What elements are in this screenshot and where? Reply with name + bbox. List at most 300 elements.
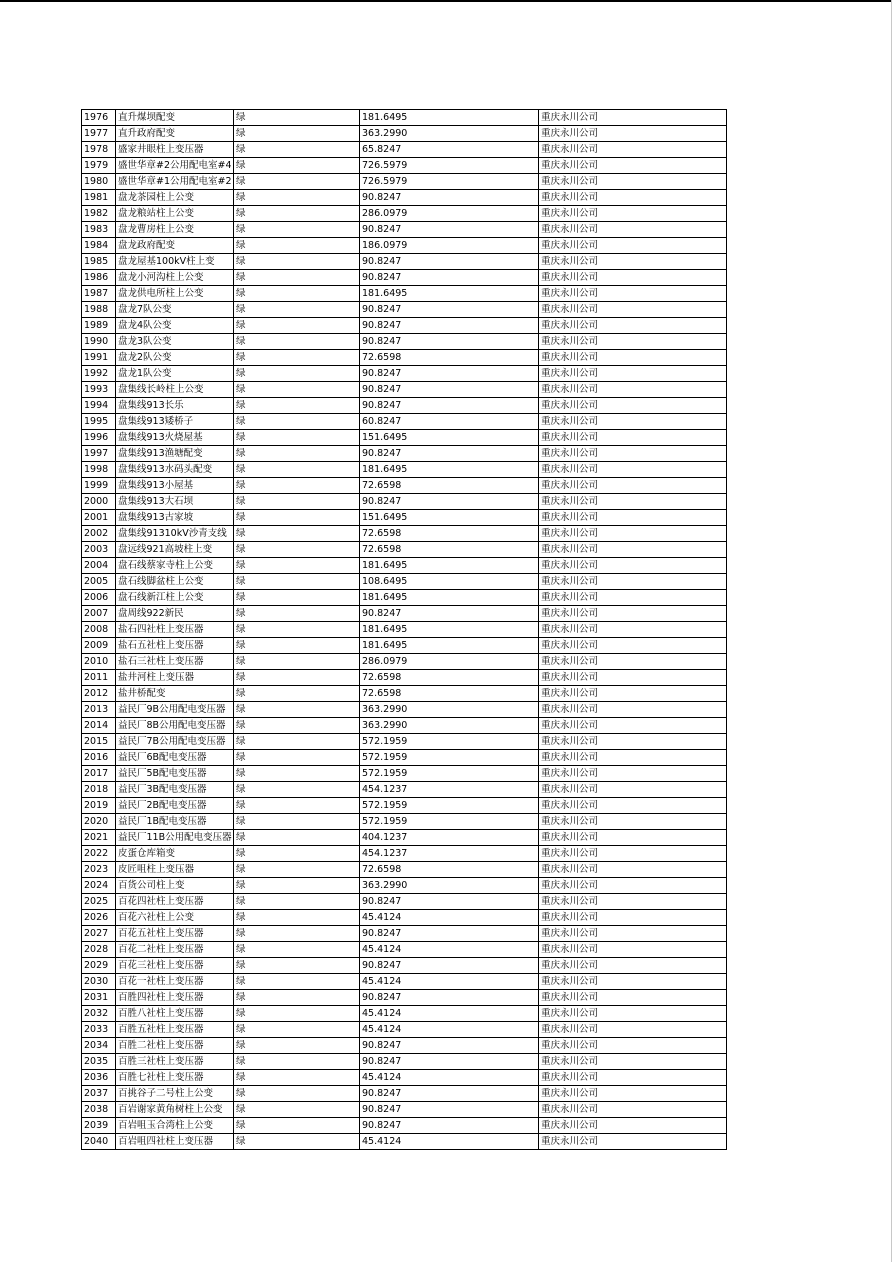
- color-cell: 绿: [234, 110, 360, 126]
- name-cell: 盘龙3队公变: [116, 334, 234, 350]
- company-cell: 重庆永川公司: [539, 494, 727, 510]
- table-row: [82, 782, 727, 798]
- value-cell: 181.6495: [360, 462, 539, 478]
- name-cell: 盘集线91310kV沙青支线: [116, 526, 234, 542]
- color-cell: 绿: [234, 510, 360, 526]
- color-cell: 绿: [234, 542, 360, 558]
- row-id-cell: 1988: [82, 302, 116, 318]
- color-cell: 绿: [234, 446, 360, 462]
- name-cell: 盘集线913小屋基: [116, 478, 234, 494]
- row-id-cell: 1999: [82, 478, 116, 494]
- row-id-cell: 1978: [82, 142, 116, 158]
- company-cell: 重庆永川公司: [539, 1006, 727, 1022]
- company-cell: 重庆永川公司: [539, 622, 727, 638]
- company-cell: 重庆永川公司: [539, 750, 727, 766]
- table-row: [82, 910, 727, 926]
- company-cell: 重庆永川公司: [539, 286, 727, 302]
- row-id-cell: 2029: [82, 958, 116, 974]
- color-cell: 绿: [234, 958, 360, 974]
- company-cell: 重庆永川公司: [539, 1022, 727, 1038]
- color-cell: 绿: [234, 174, 360, 190]
- row-id-cell: 2022: [82, 846, 116, 862]
- company-cell: 重庆永川公司: [539, 1086, 727, 1102]
- value-cell: 90.8247: [360, 1054, 539, 1070]
- table-row: [82, 718, 727, 734]
- company-cell: 重庆永川公司: [539, 126, 727, 142]
- company-cell: 重庆永川公司: [539, 398, 727, 414]
- company-cell: 重庆永川公司: [539, 1102, 727, 1118]
- value-cell: 90.8247: [360, 894, 539, 910]
- name-cell: 百岩咀四社柱上变压器: [116, 1134, 234, 1150]
- table-row: [82, 526, 727, 542]
- company-cell: 重庆永川公司: [539, 366, 727, 382]
- color-cell: 绿: [234, 750, 360, 766]
- company-cell: 重庆永川公司: [539, 558, 727, 574]
- row-id-cell: 1985: [82, 254, 116, 270]
- company-cell: 重庆永川公司: [539, 830, 727, 846]
- name-cell: 盘石线脚盆柱上公变: [116, 574, 234, 590]
- row-id-cell: 1982: [82, 206, 116, 222]
- name-cell: 盘龙屋基100kV柱上变: [116, 254, 234, 270]
- table-row: [82, 1006, 727, 1022]
- table-row: [82, 366, 727, 382]
- company-cell: 重庆永川公司: [539, 942, 727, 958]
- table-row: [82, 238, 727, 254]
- color-cell: 绿: [234, 526, 360, 542]
- value-cell: 45.4124: [360, 1006, 539, 1022]
- row-id-cell: 2038: [82, 1102, 116, 1118]
- color-cell: 绿: [234, 734, 360, 750]
- value-cell: 72.6598: [360, 862, 539, 878]
- value-cell: 72.6598: [360, 686, 539, 702]
- value-cell: 726.5979: [360, 158, 539, 174]
- color-cell: 绿: [234, 478, 360, 494]
- table-row: [82, 1070, 727, 1086]
- table-row: [82, 110, 727, 126]
- table-row: [82, 126, 727, 142]
- row-id-cell: 2031: [82, 990, 116, 1006]
- color-cell: 绿: [234, 782, 360, 798]
- company-cell: 重庆永川公司: [539, 782, 727, 798]
- company-cell: 重庆永川公司: [539, 270, 727, 286]
- company-cell: 重庆永川公司: [539, 718, 727, 734]
- company-cell: 重庆永川公司: [539, 734, 727, 750]
- company-cell: 重庆永川公司: [539, 606, 727, 622]
- company-cell: 重庆永川公司: [539, 926, 727, 942]
- name-cell: 盐井桥配变: [116, 686, 234, 702]
- table-row: [82, 990, 727, 1006]
- color-cell: 绿: [234, 286, 360, 302]
- name-cell: 盘龙1队公变: [116, 366, 234, 382]
- table-row: [82, 958, 727, 974]
- table-row: [82, 494, 727, 510]
- company-cell: 重庆永川公司: [539, 174, 727, 190]
- table-row: [82, 398, 727, 414]
- table-row: [82, 190, 727, 206]
- color-cell: 绿: [234, 206, 360, 222]
- value-cell: 90.8247: [360, 366, 539, 382]
- row-id-cell: 2001: [82, 510, 116, 526]
- company-cell: 重庆永川公司: [539, 798, 727, 814]
- row-id-cell: 1987: [82, 286, 116, 302]
- table-row: [82, 478, 727, 494]
- name-cell: 盘周线922新民: [116, 606, 234, 622]
- company-cell: 重庆永川公司: [539, 910, 727, 926]
- color-cell: 绿: [234, 1086, 360, 1102]
- company-cell: 重庆永川公司: [539, 590, 727, 606]
- color-cell: 绿: [234, 190, 360, 206]
- name-cell: 盐石五社柱上变压器: [116, 638, 234, 654]
- color-cell: 绿: [234, 718, 360, 734]
- row-id-cell: 1977: [82, 126, 116, 142]
- name-cell: 盘石线蔡家寺柱上公变: [116, 558, 234, 574]
- row-id-cell: 2012: [82, 686, 116, 702]
- company-cell: 重庆永川公司: [539, 958, 727, 974]
- color-cell: 绿: [234, 414, 360, 430]
- row-id-cell: 1994: [82, 398, 116, 414]
- company-cell: 重庆永川公司: [539, 542, 727, 558]
- company-cell: 重庆永川公司: [539, 654, 727, 670]
- name-cell: 百花三社柱上变压器: [116, 958, 234, 974]
- table-row: [82, 638, 727, 654]
- row-id-cell: 1996: [82, 430, 116, 446]
- table-row: [82, 942, 727, 958]
- table-row: [82, 846, 727, 862]
- row-id-cell: 2009: [82, 638, 116, 654]
- row-id-cell: 2024: [82, 878, 116, 894]
- company-cell: 重庆永川公司: [539, 574, 727, 590]
- color-cell: 绿: [234, 318, 360, 334]
- row-id-cell: 2014: [82, 718, 116, 734]
- value-cell: 90.8247: [360, 494, 539, 510]
- name-cell: 百花四社柱上变压器: [116, 894, 234, 910]
- row-id-cell: 2017: [82, 766, 116, 782]
- table-row: [82, 286, 727, 302]
- table-row: [82, 350, 727, 366]
- table-row: [82, 334, 727, 350]
- name-cell: 盘龙7队公变: [116, 302, 234, 318]
- color-cell: 绿: [234, 1054, 360, 1070]
- row-id-cell: 1976: [82, 110, 116, 126]
- name-cell: 盘龙供电所柱上公变: [116, 286, 234, 302]
- color-cell: 绿: [234, 430, 360, 446]
- color-cell: 绿: [234, 622, 360, 638]
- row-id-cell: 2023: [82, 862, 116, 878]
- name-cell: 百花一社柱上变压器: [116, 974, 234, 990]
- table-row: [82, 302, 727, 318]
- table-row: [82, 654, 727, 670]
- name-cell: 盛家井眼柱上变压器: [116, 142, 234, 158]
- company-cell: 重庆永川公司: [539, 814, 727, 830]
- name-cell: 盘集线913长乐: [116, 398, 234, 414]
- name-cell: 百岩咀玉合湾柱上公变: [116, 1118, 234, 1134]
- table-row: [82, 1118, 727, 1134]
- name-cell: 盐井河柱上变压器: [116, 670, 234, 686]
- row-id-cell: 2025: [82, 894, 116, 910]
- table-row: [82, 974, 727, 990]
- company-cell: 重庆永川公司: [539, 318, 727, 334]
- company-cell: 重庆永川公司: [539, 142, 727, 158]
- name-cell: 百胜三社柱上变压器: [116, 1054, 234, 1070]
- name-cell: 益民厂1B配电变压器: [116, 814, 234, 830]
- value-cell: 572.1959: [360, 734, 539, 750]
- company-cell: 重庆永川公司: [539, 878, 727, 894]
- company-cell: 重庆永川公司: [539, 862, 727, 878]
- company-cell: 重庆永川公司: [539, 1038, 727, 1054]
- value-cell: 151.6495: [360, 430, 539, 446]
- value-cell: 286.0979: [360, 206, 539, 222]
- table-row: [82, 462, 727, 478]
- value-cell: 572.1959: [360, 798, 539, 814]
- company-cell: 重庆永川公司: [539, 990, 727, 1006]
- name-cell: 盐石三社柱上变压器: [116, 654, 234, 670]
- table-row: [82, 574, 727, 590]
- value-cell: 90.8247: [360, 318, 539, 334]
- color-cell: 绿: [234, 142, 360, 158]
- name-cell: 盐石四社柱上变压器: [116, 622, 234, 638]
- table-row: [82, 686, 727, 702]
- value-cell: 572.1959: [360, 750, 539, 766]
- color-cell: 绿: [234, 654, 360, 670]
- name-cell: 百岩谢家黄角树柱上公变: [116, 1102, 234, 1118]
- name-cell: 盘集线913大石坝: [116, 494, 234, 510]
- name-cell: 盘龙4队公变: [116, 318, 234, 334]
- name-cell: 益民厂2B配电变压器: [116, 798, 234, 814]
- color-cell: 绿: [234, 894, 360, 910]
- value-cell: 90.8247: [360, 958, 539, 974]
- name-cell: 百挑谷子二号柱上公变: [116, 1086, 234, 1102]
- name-cell: 皮蛋仓库箱变: [116, 846, 234, 862]
- name-cell: 盛世华章#2公用配电室#4: [116, 158, 234, 174]
- table-row: [82, 1054, 727, 1070]
- row-id-cell: 2019: [82, 798, 116, 814]
- value-cell: 286.0979: [360, 654, 539, 670]
- name-cell: 盘龙曹房柱上公变: [116, 222, 234, 238]
- color-cell: 绿: [234, 606, 360, 622]
- row-id-cell: 2006: [82, 590, 116, 606]
- color-cell: 绿: [234, 1118, 360, 1134]
- value-cell: 363.2990: [360, 126, 539, 142]
- name-cell: 百胜八社柱上变压器: [116, 1006, 234, 1022]
- company-cell: 重庆永川公司: [539, 846, 727, 862]
- table-row: [82, 1086, 727, 1102]
- name-cell: 益民厂11B公用配电变压器: [116, 830, 234, 846]
- color-cell: 绿: [234, 1006, 360, 1022]
- row-id-cell: 1993: [82, 382, 116, 398]
- company-cell: 重庆永川公司: [539, 1118, 727, 1134]
- table-row: [82, 382, 727, 398]
- row-id-cell: 2034: [82, 1038, 116, 1054]
- color-cell: 绿: [234, 1022, 360, 1038]
- value-cell: 108.6495: [360, 574, 539, 590]
- row-id-cell: 1990: [82, 334, 116, 350]
- table-row: [82, 558, 727, 574]
- value-cell: 454.1237: [360, 782, 539, 798]
- name-cell: 百胜四社柱上变压器: [116, 990, 234, 1006]
- row-id-cell: 1984: [82, 238, 116, 254]
- name-cell: 百胜二社柱上变压器: [116, 1038, 234, 1054]
- row-id-cell: 2020: [82, 814, 116, 830]
- row-id-cell: 1986: [82, 270, 116, 286]
- table-row: [82, 510, 727, 526]
- value-cell: 90.8247: [360, 1086, 539, 1102]
- row-id-cell: 2040: [82, 1134, 116, 1150]
- row-id-cell: 2013: [82, 702, 116, 718]
- name-cell: 盘龙粮站柱上公变: [116, 206, 234, 222]
- value-cell: 363.2990: [360, 702, 539, 718]
- row-id-cell: 1989: [82, 318, 116, 334]
- value-cell: 90.8247: [360, 270, 539, 286]
- color-cell: 绿: [234, 222, 360, 238]
- company-cell: 重庆永川公司: [539, 446, 727, 462]
- value-cell: 90.8247: [360, 1038, 539, 1054]
- row-id-cell: 1998: [82, 462, 116, 478]
- value-cell: 90.8247: [360, 382, 539, 398]
- company-cell: 重庆永川公司: [539, 1054, 727, 1070]
- name-cell: 百花六社柱上公变: [116, 910, 234, 926]
- name-cell: 盘龙2队公变: [116, 350, 234, 366]
- company-cell: 重庆永川公司: [539, 686, 727, 702]
- table-row: [82, 606, 727, 622]
- color-cell: 绿: [234, 814, 360, 830]
- row-id-cell: 2039: [82, 1118, 116, 1134]
- company-cell: 重庆永川公司: [539, 334, 727, 350]
- row-id-cell: 2004: [82, 558, 116, 574]
- color-cell: 绿: [234, 238, 360, 254]
- row-id-cell: 2033: [82, 1022, 116, 1038]
- table-row: [82, 142, 727, 158]
- name-cell: 盘集线913水码头配变: [116, 462, 234, 478]
- name-cell: 百胜五社柱上变压器: [116, 1022, 234, 1038]
- color-cell: 绿: [234, 126, 360, 142]
- value-cell: 72.6598: [360, 526, 539, 542]
- color-cell: 绿: [234, 302, 360, 318]
- color-cell: 绿: [234, 862, 360, 878]
- value-cell: 151.6495: [360, 510, 539, 526]
- row-id-cell: 2010: [82, 654, 116, 670]
- color-cell: 绿: [234, 1038, 360, 1054]
- value-cell: 72.6598: [360, 350, 539, 366]
- color-cell: 绿: [234, 910, 360, 926]
- value-cell: 90.8247: [360, 254, 539, 270]
- table-row: [82, 750, 727, 766]
- value-cell: 181.6495: [360, 590, 539, 606]
- table-row: [82, 270, 727, 286]
- color-cell: 绿: [234, 926, 360, 942]
- name-cell: 益民厂5B配电变压器: [116, 766, 234, 782]
- color-cell: 绿: [234, 846, 360, 862]
- company-cell: 重庆永川公司: [539, 158, 727, 174]
- color-cell: 绿: [234, 1134, 360, 1150]
- row-id-cell: 1997: [82, 446, 116, 462]
- value-cell: 60.8247: [360, 414, 539, 430]
- row-id-cell: 2007: [82, 606, 116, 622]
- color-cell: 绿: [234, 494, 360, 510]
- color-cell: 绿: [234, 462, 360, 478]
- value-cell: 181.6495: [360, 286, 539, 302]
- name-cell: 盘集线913火烧屋基: [116, 430, 234, 446]
- company-cell: 重庆永川公司: [539, 302, 727, 318]
- company-cell: 重庆永川公司: [539, 526, 727, 542]
- table-row: [82, 1022, 727, 1038]
- row-id-cell: 2016: [82, 750, 116, 766]
- page-top-rule: [0, 0, 892, 2]
- name-cell: 皮匠咀柱上变压器: [116, 862, 234, 878]
- value-cell: 45.4124: [360, 1134, 539, 1150]
- table-row: [82, 1102, 727, 1118]
- table-row: [82, 542, 727, 558]
- table-row: [82, 894, 727, 910]
- value-cell: 45.4124: [360, 1070, 539, 1086]
- color-cell: 绿: [234, 1102, 360, 1118]
- value-cell: 181.6495: [360, 558, 539, 574]
- row-id-cell: 2002: [82, 526, 116, 542]
- name-cell: 盘龙小河沟柱上公变: [116, 270, 234, 286]
- company-cell: 重庆永川公司: [539, 238, 727, 254]
- value-cell: 45.4124: [360, 942, 539, 958]
- value-cell: 90.8247: [360, 926, 539, 942]
- row-id-cell: 2037: [82, 1086, 116, 1102]
- color-cell: 绿: [234, 574, 360, 590]
- table-row: [82, 766, 727, 782]
- row-id-cell: 2036: [82, 1070, 116, 1086]
- name-cell: 百货公司柱上变: [116, 878, 234, 894]
- name-cell: 盘集线913矮桥子: [116, 414, 234, 430]
- row-id-cell: 1991: [82, 350, 116, 366]
- color-cell: 绿: [234, 590, 360, 606]
- row-id-cell: 1981: [82, 190, 116, 206]
- value-cell: 90.8247: [360, 1102, 539, 1118]
- table-row: [82, 702, 727, 718]
- data-table: [81, 109, 727, 1150]
- color-cell: 绿: [234, 878, 360, 894]
- color-cell: 绿: [234, 686, 360, 702]
- color-cell: 绿: [234, 158, 360, 174]
- company-cell: 重庆永川公司: [539, 430, 727, 446]
- color-cell: 绿: [234, 638, 360, 654]
- color-cell: 绿: [234, 942, 360, 958]
- name-cell: 百胜七社柱上变压器: [116, 1070, 234, 1086]
- value-cell: 363.2990: [360, 878, 539, 894]
- row-id-cell: 2032: [82, 1006, 116, 1022]
- table-row: [82, 254, 727, 270]
- name-cell: 益民厂8B公用配电变压器: [116, 718, 234, 734]
- table-row: [82, 430, 727, 446]
- table-row: [82, 318, 727, 334]
- row-id-cell: 2015: [82, 734, 116, 750]
- table-row: [82, 1134, 727, 1150]
- value-cell: 90.8247: [360, 334, 539, 350]
- row-id-cell: 2000: [82, 494, 116, 510]
- value-cell: 363.2990: [360, 718, 539, 734]
- row-id-cell: 2027: [82, 926, 116, 942]
- value-cell: 181.6495: [360, 622, 539, 638]
- table-row: [82, 590, 727, 606]
- color-cell: 绿: [234, 990, 360, 1006]
- value-cell: 572.1959: [360, 814, 539, 830]
- value-cell: 90.8247: [360, 190, 539, 206]
- table-row: [82, 734, 727, 750]
- company-cell: 重庆永川公司: [539, 206, 727, 222]
- table-row: [82, 862, 727, 878]
- row-id-cell: 1979: [82, 158, 116, 174]
- table-row: [82, 814, 727, 830]
- value-cell: 181.6495: [360, 110, 539, 126]
- name-cell: 盘集线913渔塘配变: [116, 446, 234, 462]
- company-cell: 重庆永川公司: [539, 510, 727, 526]
- table-row: [82, 830, 727, 846]
- row-id-cell: 1992: [82, 366, 116, 382]
